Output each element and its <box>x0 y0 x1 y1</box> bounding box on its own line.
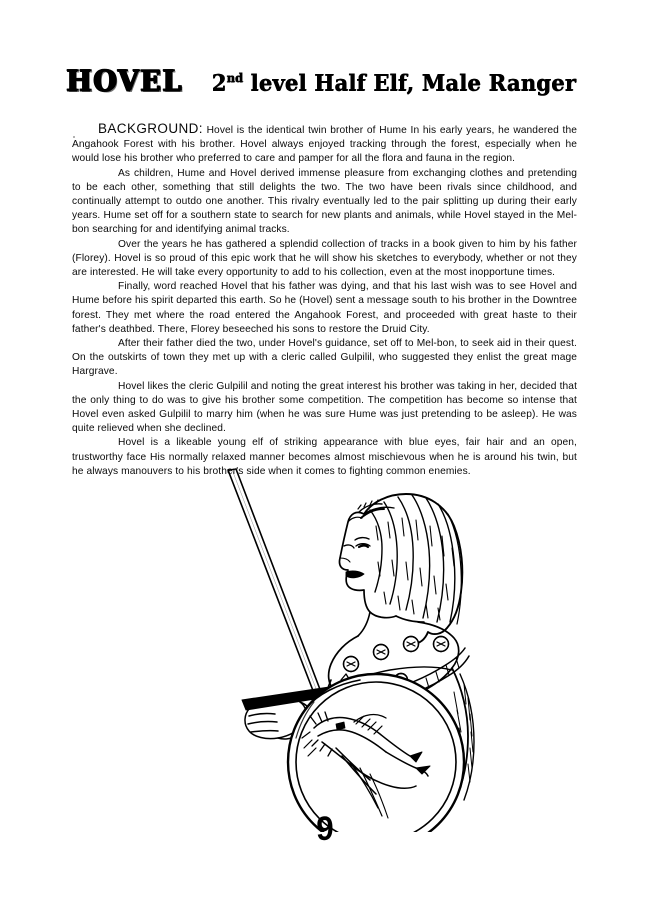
elf-eye <box>355 538 370 547</box>
background-label <box>98 121 203 136</box>
character-level-number: 2 <box>212 70 227 96</box>
background-label-text: BACKGROUND <box>98 121 199 136</box>
page-number: 9 <box>316 810 334 848</box>
page-heading <box>0 65 650 108</box>
character-level-ordinal: nd <box>226 70 244 85</box>
sword <box>228 469 329 714</box>
background-paragraph-4: Finally, word reached Hovel that his father was dying, and that his last wish was to see Hovel and Hume before his spirit departed this earth. So he (Hovel) sent a message south to his brother in the Downtree forest. They met where the road entered the Angahook Forest, and proceeded with great haste to their father's deathbed. There, Florey beseeched his sons to restore the Druid City. <box>72 281 577 335</box>
character-name-title: HOVEL <box>65 65 183 98</box>
elf-head-profile <box>339 512 396 617</box>
round-shield <box>288 674 464 832</box>
elf-mouth <box>346 571 364 578</box>
background-paragraph-3: Over the years he has gathered a splendid collection of tracks in a book given to him by his father (Florey). Hovel is so proud of this epic work that he will show his sketches to everybody, whether or not they are interested. He will take every opportunity to add to his collection, even at the most inopportune times. <box>72 238 577 279</box>
character-illustration <box>218 452 488 832</box>
neck <box>358 612 424 636</box>
background-label-separator: : <box>198 121 203 136</box>
background-paragraph-7: Hovel is a likeable young elf of striking appearance with blue eyes, fair hair and an open, trustworthy face His normally relaxed manner becomes almost mischievous when he is around his twin, but he always manouvers to his brother's side when it comes to fighting common enemies. <box>72 437 577 477</box>
character-subtitle <box>212 72 576 94</box>
character-class-race: level Half Elf, Male Ranger <box>243 70 577 96</box>
background-section <box>72 122 577 479</box>
background-paragraph-6: Hovel likes the cleric Gulpilil and noting the great interest his brother was taking in her, decided that the only thing to do was to give his brother some competition. The competition has become so intense that Hovel even asked Gulpilil to marry him (when he was sure Hume was just pretending to be asleep). He was quite relieved when she declined. <box>72 380 577 435</box>
background-paragraph-1-text: Hovel is the identical twin brother of Hume In his early years, he wandered the Angahook Forest with his brother. Hovel always enjoyed tracking through the forest, especially when he would lose his brother who preferred to care and pamper for all the flora and fauna in the region. <box>72 125 577 165</box>
background-paragraph-2: As children, Hume and Hovel derived immense pleasure from exchanging clothes and pretending to be each other, something that still delights the two. The two have been rivals since childhood, and continually attempt to outdo one another. This rivalry eventually led to the pair splitting up during their early years. Hume set off for a southern state to search for new plants and animals, while Hovel stayed in the Mel-bon searching for and identifying animal tracks. <box>72 167 577 236</box>
background-paragraph-5: After their father died the two, under Hovel's guidance, set off to Mel-bon, to seek aid in their quest. On the outskirts of town they met up with a cleric called Gulpilil, who suggested they enlist the great mage Hargrave. <box>72 338 577 378</box>
background-paragraph-1 <box>72 122 577 167</box>
